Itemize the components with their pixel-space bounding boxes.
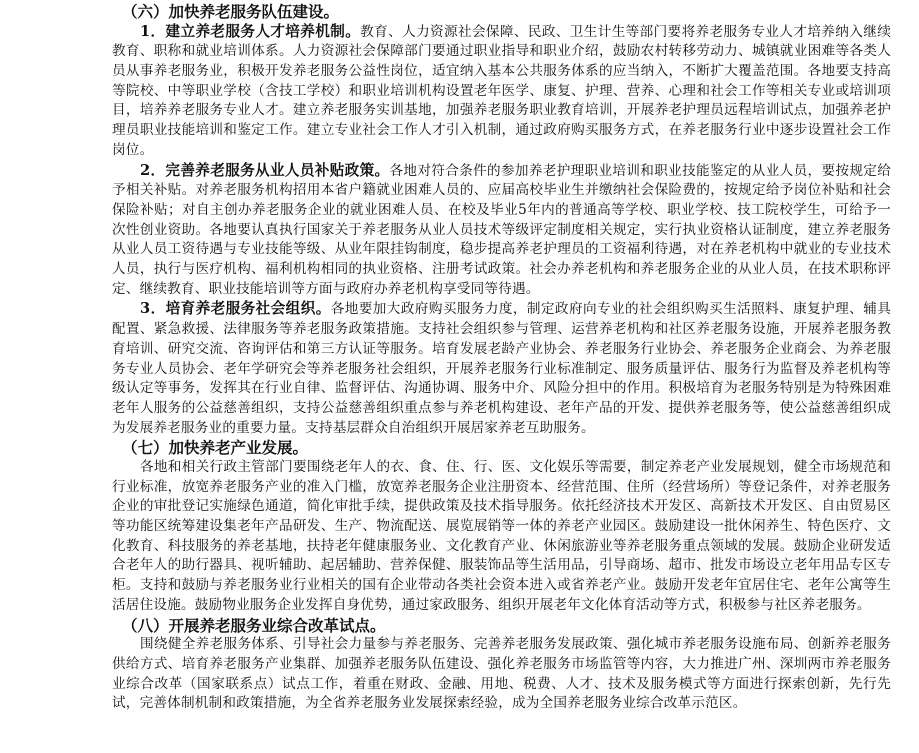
paragraph-lead: 2．完善养老服务从业人员补贴政策。 — [140, 161, 390, 179]
paragraph — [112, 22, 891, 161]
section-heading: （六）加快养老服务队伍建设。 — [122, 2, 340, 21]
paragraph — [112, 458, 891, 616]
paragraph — [112, 299, 891, 438]
paragraph-text: 教育、人力资源社会保障、民政、卫生计生等部门要将养老服务专业人才培养纳入继续教育、职称和就业培训体系。人力资源社会保障部门要通过职业指导和职业介绍，鼓励农村转移劳动力、城镇就业困难等各类人员从事养老服务业，积极开发养老服务公益性岗位，适宜纳入基本公共服务体系的应当纳入，不断扩大覆盖范围。各地要支持高等院校、中等职业学校（含技工学校）和职业培训机构设置老年医学、康复、护理、营养、心理和社会工作等相关专业或培训项目，培养养老服务专业人才。建立养老服务实训基地，加强养老服务职业教育培训，开展养老护理员远程培训试点，加强养老护理员职业技能培训和鉴定工作。建立专业社会工作人才引入机制，通过政府购买服务方式，在养老服务行业中逐步设置社会工作岗位。 — [112, 23, 891, 158]
paragraph — [112, 161, 891, 300]
section-8 — [112, 616, 891, 714]
paragraph-text: 各地要加大政府购买服务力度，制定政府向专业的社会组织购买生活照料、康复护理、辅具配置、紧急救援、法律服务等养老服务政策措施。支持社会组织参与管理、运营养老机构和社区养老服务设施，开展养老服务教育培训、研究交流、咨询评估和第三方认证等服务。培育发展老龄产业协会、养老服务行业协会、养老服务企业商会、为养老服务专业人员协会、老年学研究会等养老服务社会组织，开展养老服务行业标准制定、服务质量评估、服务行为监督及养老机构等级认定等事务，发挥其在行业自律、监督评估、沟通协调、服务中介、风险分担中的作用。积极培育为老服务特别是为特殊困难老年人服务的公益慈善组织，支持公益慈善组织重点参与养老机构建设、老年产品的开发、提供养老服务等，使公益慈善组织成为发展养老服务业的重要力量。支持基层群众自治组织开展居家养老互助服务。 — [112, 301, 892, 436]
section-heading: （七）加快养老产业发展。 — [122, 438, 309, 458]
paragraph-text: 各地和相关行政主管部门要围绕老年人的衣、食、住、行、医、文化娱乐等需要，制定养老产业发展规划，健全市场规范和行业标准，放宽养老服务产业的准入门槛，放宽养老服务企业注册资本、经营范围、住所（经营场所）等登记条件，对养老服务企业的审批登记实施绿色通道，简化审批手续，提供政策及技术指导服务。依托经济技术开发区、高新技术开发区、自由贸易区等功能区统筹建设集老年产品研发、生产、物流配送、展览展销等一体的养老产业园区。鼓励建设一批休闲养生、特色医疗、文化教育、科技服务的养老基地，扶持老年健康服务业、文化教育产业、休闲旅游业等养老服务重点领域的发展。鼓励企业研发适合老年人的助行器具、视听辅助、起居辅助、营养保健、服装饰品等生活用品，引导商场、超市、批发市场设立老年用品专区专柜。支持和鼓励与养老服务业行业相关的国有企业带动各类社会资本进入或省养老产业。鼓励开发老年宜居住宅、老年公寓等生活居住设施。鼓励物业服务企业发挥自身优势，通过家政服务、组织开展老年文化体育活动等方式，积极参与社区养老服务。 — [112, 458, 891, 613]
section-7 — [112, 438, 891, 615]
paragraph-lead: 1．建立养老服务人才培养机制。 — [140, 22, 361, 40]
paragraph-text: 围绕健全养老服务体系、引导社会力量参与养老服务、完善养老服务发展政策、强化城市养老服务设施布局、创新养老服务供给方式、培育养老服务产业集群、加强养老服务队伍建设、强化养老服务市场监管等内容，大力推进广州、深圳两市养老服务业综合改革（国家联系点）试点工作，着重在财政、金融、用地、税费、人才、技术及服务模式等方面进行探索创新，先行先试，完善体制机制和政策措施，为全省养老服务业发展探索经验，成为全国养老服务业综合改革示范区。 — [112, 636, 891, 712]
section-6 — [112, 2, 891, 438]
section-heading: （八）开展养老服务业综合改革试点。 — [122, 615, 386, 635]
paragraph — [112, 635, 891, 714]
paragraph-lead: 3．培育养老服务社会组织。 — [140, 300, 331, 318]
paragraph-text: 各地对符合条件的参加养老护理职业培训和职业技能鉴定的从业人员，要按规定给予相关补贴。对养老服务机构招用本省户籍就业困难人员的、应届高校毕业生并缴纳社会保险费的，按规定给予岗位补贴和社会保险补贴；对自主创办养老服务企业的就业困难人员、在校及毕业5年内的普通高等学校、职业学校、技工院校学生，可给予一次性创业资助。各地要认真执行国家关于养老服务从业人员技术等级评定制度相关规定，实行执业资格认证制度，建立养老服务从业人员工资待遇与专业技能等级、从业年限挂钩制度，稳步提高养老护理员的工资福利待遇，对在养老机构中就业的专业技术人员，执行与医疗机构、福利机构相同的执业资格、注册考试政策。社会办养老机构和养老服务企业的从业人员，在技术职称评定、继续教育、职业技能培训等方面与政府办养老机构享受同等待遇。 — [112, 162, 891, 297]
